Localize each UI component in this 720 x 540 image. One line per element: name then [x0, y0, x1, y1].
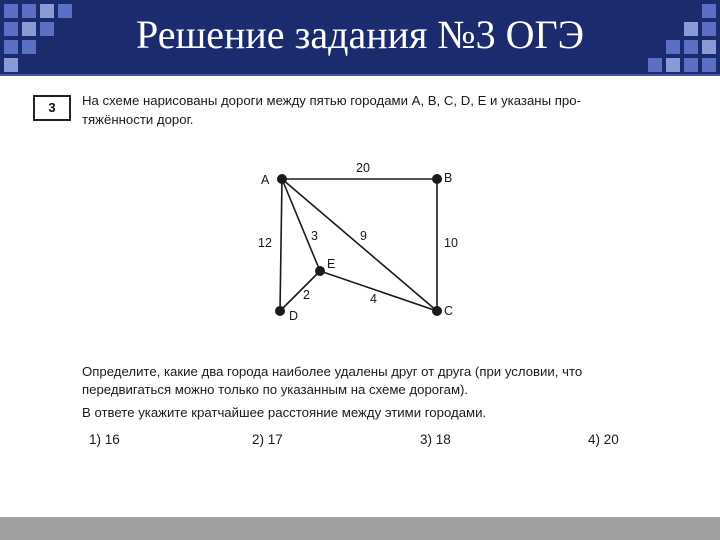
- answer-option-1: 1) 16: [89, 432, 120, 447]
- intro-text-line-2: тяжённости дорог.: [82, 112, 194, 127]
- node-label-d: D: [289, 309, 299, 323]
- edge-a-e: [282, 179, 320, 271]
- question-text-line-1: Определите, какие два города наиболее удалены друг от друга (при условии, что: [82, 364, 583, 379]
- edge-length-a-c: 9: [360, 229, 367, 243]
- intro-text-line-1: На схеме нарисованы дороги между пятью городами A, B, C, D, E и указаны про-: [82, 93, 581, 108]
- answer-option-3: 3) 18: [420, 432, 451, 447]
- slide-title: Решение задания №3 ОГЭ: [135, 12, 585, 57]
- edge-length-a-b: 20: [356, 161, 370, 175]
- node-label-e: E: [327, 257, 336, 271]
- edge-length-b-c: 10: [444, 236, 458, 250]
- question-text-line-3: В ответе укажите кратчайшее расстояние между этими городами.: [82, 405, 487, 420]
- question-text-line-2: передвигаться можно только по указанным на схеме дорогам).: [82, 382, 469, 397]
- node-e: [315, 266, 325, 276]
- task-number-box: 3: [33, 95, 71, 121]
- edge-length-e-c: 4: [370, 292, 377, 306]
- edge-a-d: [280, 179, 282, 311]
- node-label-b: B: [444, 171, 453, 185]
- edge-e-d: [280, 271, 320, 311]
- node-c: [432, 306, 442, 316]
- node-label-c: C: [444, 304, 454, 318]
- edge-length-a-d: 12: [258, 236, 272, 250]
- node-label-a: A: [261, 173, 270, 187]
- edge-e-c: [320, 271, 437, 311]
- node-d: [275, 306, 285, 316]
- answer-option-2: 2) 17: [252, 432, 283, 447]
- node-a: [277, 174, 287, 184]
- node-b: [432, 174, 442, 184]
- edge-length-e-d: 2: [303, 288, 310, 302]
- footer-bar: [0, 517, 720, 540]
- edge-length-a-e: 3: [311, 229, 318, 243]
- answer-option-4: 4) 20: [588, 432, 619, 447]
